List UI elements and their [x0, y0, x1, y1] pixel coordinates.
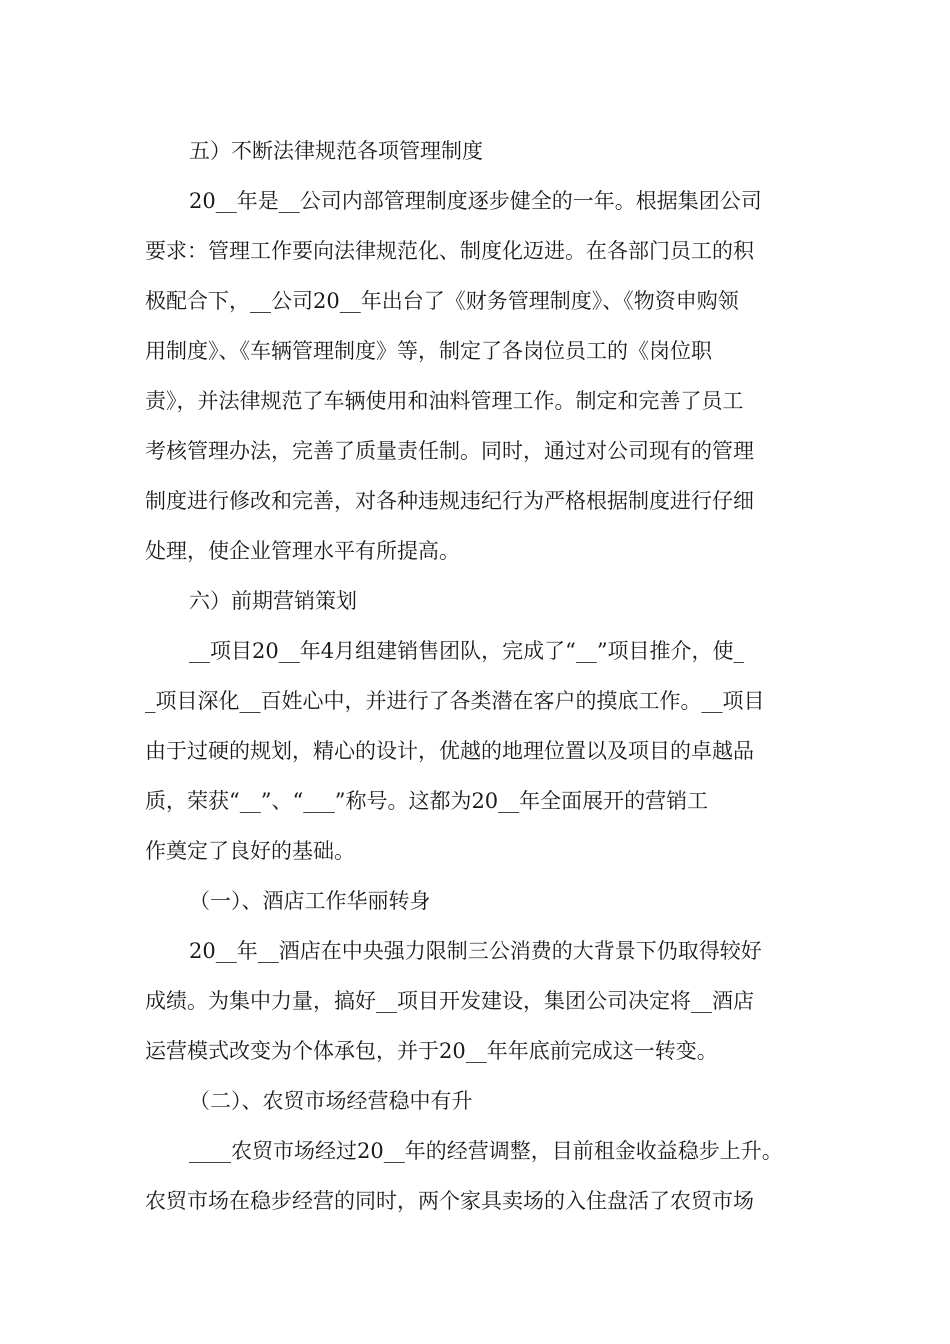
paragraph-line: 考核管理办法，完善了质量责任制。同时，通过对公司现有的管理	[145, 439, 754, 463]
paragraph-line: 20__年是__公司内部管理制度逐步健全的一年。根据集团公司	[189, 189, 762, 213]
subsection-heading-2: （二）、农贸市场经营稳中有升	[189, 1089, 473, 1113]
paragraph-line: 要求：管理工作要向法律规范化、制度化迈进。在各部门员工的积	[145, 239, 754, 263]
paragraph-line: 20__年__酒店在中央强力限制三公消费的大背景下仍取得较好	[189, 939, 762, 963]
section-heading-5: 五）不断法律规范各项管理制度	[189, 139, 483, 163]
paragraph-line: ____农贸市场经过20__年的经营调整，目前租金收益稳步上升。	[189, 1139, 783, 1163]
paragraph-line: 制度进行修改和完善，对各种违规违纪行为严格根据制度进行仔细	[145, 489, 754, 513]
paragraph-line: _项目深化__百姓心中，并进行了各类潜在客户的摸底工作。__项目	[145, 689, 765, 713]
subsection-heading-1: （一）、酒店工作华丽转身	[189, 889, 431, 913]
paragraph-line: 极配合下，__公司20__年出台了《财务管理制度》、《物资申购领	[145, 289, 739, 313]
section-heading-6: 六）前期营销策划	[189, 589, 357, 613]
paragraph-line: 作奠定了良好的基础。	[145, 839, 355, 863]
paragraph-line: 运营模式改变为个体承包，并于20__年年底前完成这一转变。	[145, 1039, 718, 1063]
paragraph-line: 用制度》、《车辆管理制度》等，制定了各岗位员工的《岗位职	[145, 339, 712, 363]
paragraph-line: 由于过硬的规划，精心的设计，优越的地理位置以及项目的卓越品	[145, 739, 754, 763]
paragraph-line: 处理，使企业管理水平有所提高。	[145, 539, 460, 563]
paragraph-line: 成绩。为集中力量，搞好__项目开发建设，集团公司决定将__酒店	[145, 989, 754, 1013]
paragraph-line: 质，荣获“__”、“___”称号。这都为20__年全面展开的营销工	[145, 789, 709, 813]
document-page	[145, 126, 815, 1226]
paragraph-line: 责》，并法律规范了车辆使用和油料管理工作。制定和完善了员工	[145, 389, 744, 413]
paragraph-line: 农贸市场在稳步经营的同时，两个家具卖场的入住盘活了农贸市场	[145, 1189, 754, 1213]
paragraph-line: __项目20__年4月组建销售团队，完成了“__”项目推介，使_	[189, 639, 745, 663]
